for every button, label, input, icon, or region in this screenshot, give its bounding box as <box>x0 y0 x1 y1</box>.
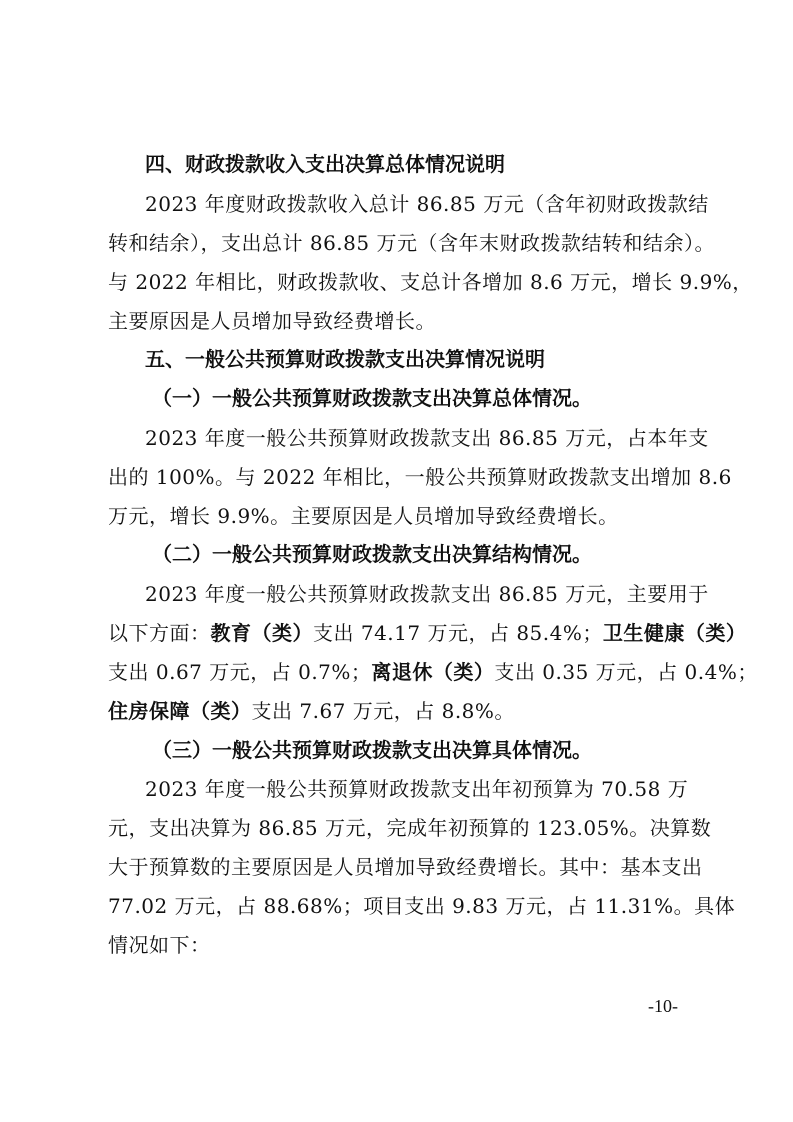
section4-heading: 四、财政拨款收入支出决算总体情况说明 <box>145 152 505 176</box>
inline-text: 支出 0.35 万元，占 0.4%； <box>494 660 758 684</box>
category-housing: 住房保障（类） <box>108 699 252 723</box>
paragraph-line: 转和结余），支出总计 86.85 万元（含年末财政拨款结转和结余）。 <box>108 231 715 255</box>
paragraph-line: 情况如下： <box>108 933 211 957</box>
part1-title: （一）一般公共预算财政拨款支出决算总体情况。 <box>152 386 592 410</box>
paragraph-line: 2023 年度一般公共预算财政拨款支出 86.85 万元，主要用于 <box>145 582 709 606</box>
inline-text: 支出 0.67 万元，占 0.7%； <box>108 660 372 684</box>
paragraph-line: 大于预算数的主要原因是人员增加导致经费增长。其中：基本支出 <box>108 855 703 879</box>
inline-text: 支出 7.67 万元，占 8.8%。 <box>251 699 515 723</box>
paragraph-line: 2023 年度一般公共预算财政拨款支出 86.85 万元，占本年支 <box>145 426 709 450</box>
category-health: 卫生健康（类） <box>602 621 747 645</box>
category-education: 教育（类） <box>210 621 313 645</box>
part3-title: （三）一般公共预算财政拨款支出决算具体情况。 <box>152 738 592 762</box>
paragraph-line <box>108 697 515 725</box>
paragraph-line: 万元，增长 9.9%。主要原因是人员增加导致经费增长。 <box>108 504 619 528</box>
paragraph-line <box>108 619 746 647</box>
inline-text: 支出 74.17 万元，占 85.4%； <box>313 621 603 645</box>
paragraph-line: 主要原因是人员增加导致经费增长。 <box>108 309 436 333</box>
paragraph-line: 77.02 万元，占 88.68%；项目支出 9.83 万元，占 11.31%。具体 <box>108 894 736 918</box>
page-number: -10- <box>648 996 678 1016</box>
category-retirement: 离退休（类） <box>371 660 495 684</box>
paragraph-line: 出的 100%。与 2022 年相比，一般公共预算财政拨款支出增加 8.6 <box>108 465 732 489</box>
part2-title: （二）一般公共预算财政拨款支出决算结构情况。 <box>152 542 592 566</box>
section5-heading: 五、一般公共预算财政拨款支出决算情况说明 <box>145 347 545 371</box>
paragraph-line <box>108 658 758 686</box>
paragraph-line: 2023 年度财政拨款收入总计 86.85 万元（含年初财政拨款结 <box>145 192 709 216</box>
paragraph-line: 2023 年度一般公共预算财政拨款支出年初预算为 70.58 万 <box>145 777 689 801</box>
paragraph-line: 元，支出决算为 86.85 万元，完成年初预算的 123.05%。决算数 <box>108 816 712 840</box>
inline-text: 以下方面： <box>108 621 211 645</box>
paragraph-line: 与 2022 年相比，财政拨款收、支总计各增加 8.6 万元，增长 9.9%， <box>108 270 753 294</box>
